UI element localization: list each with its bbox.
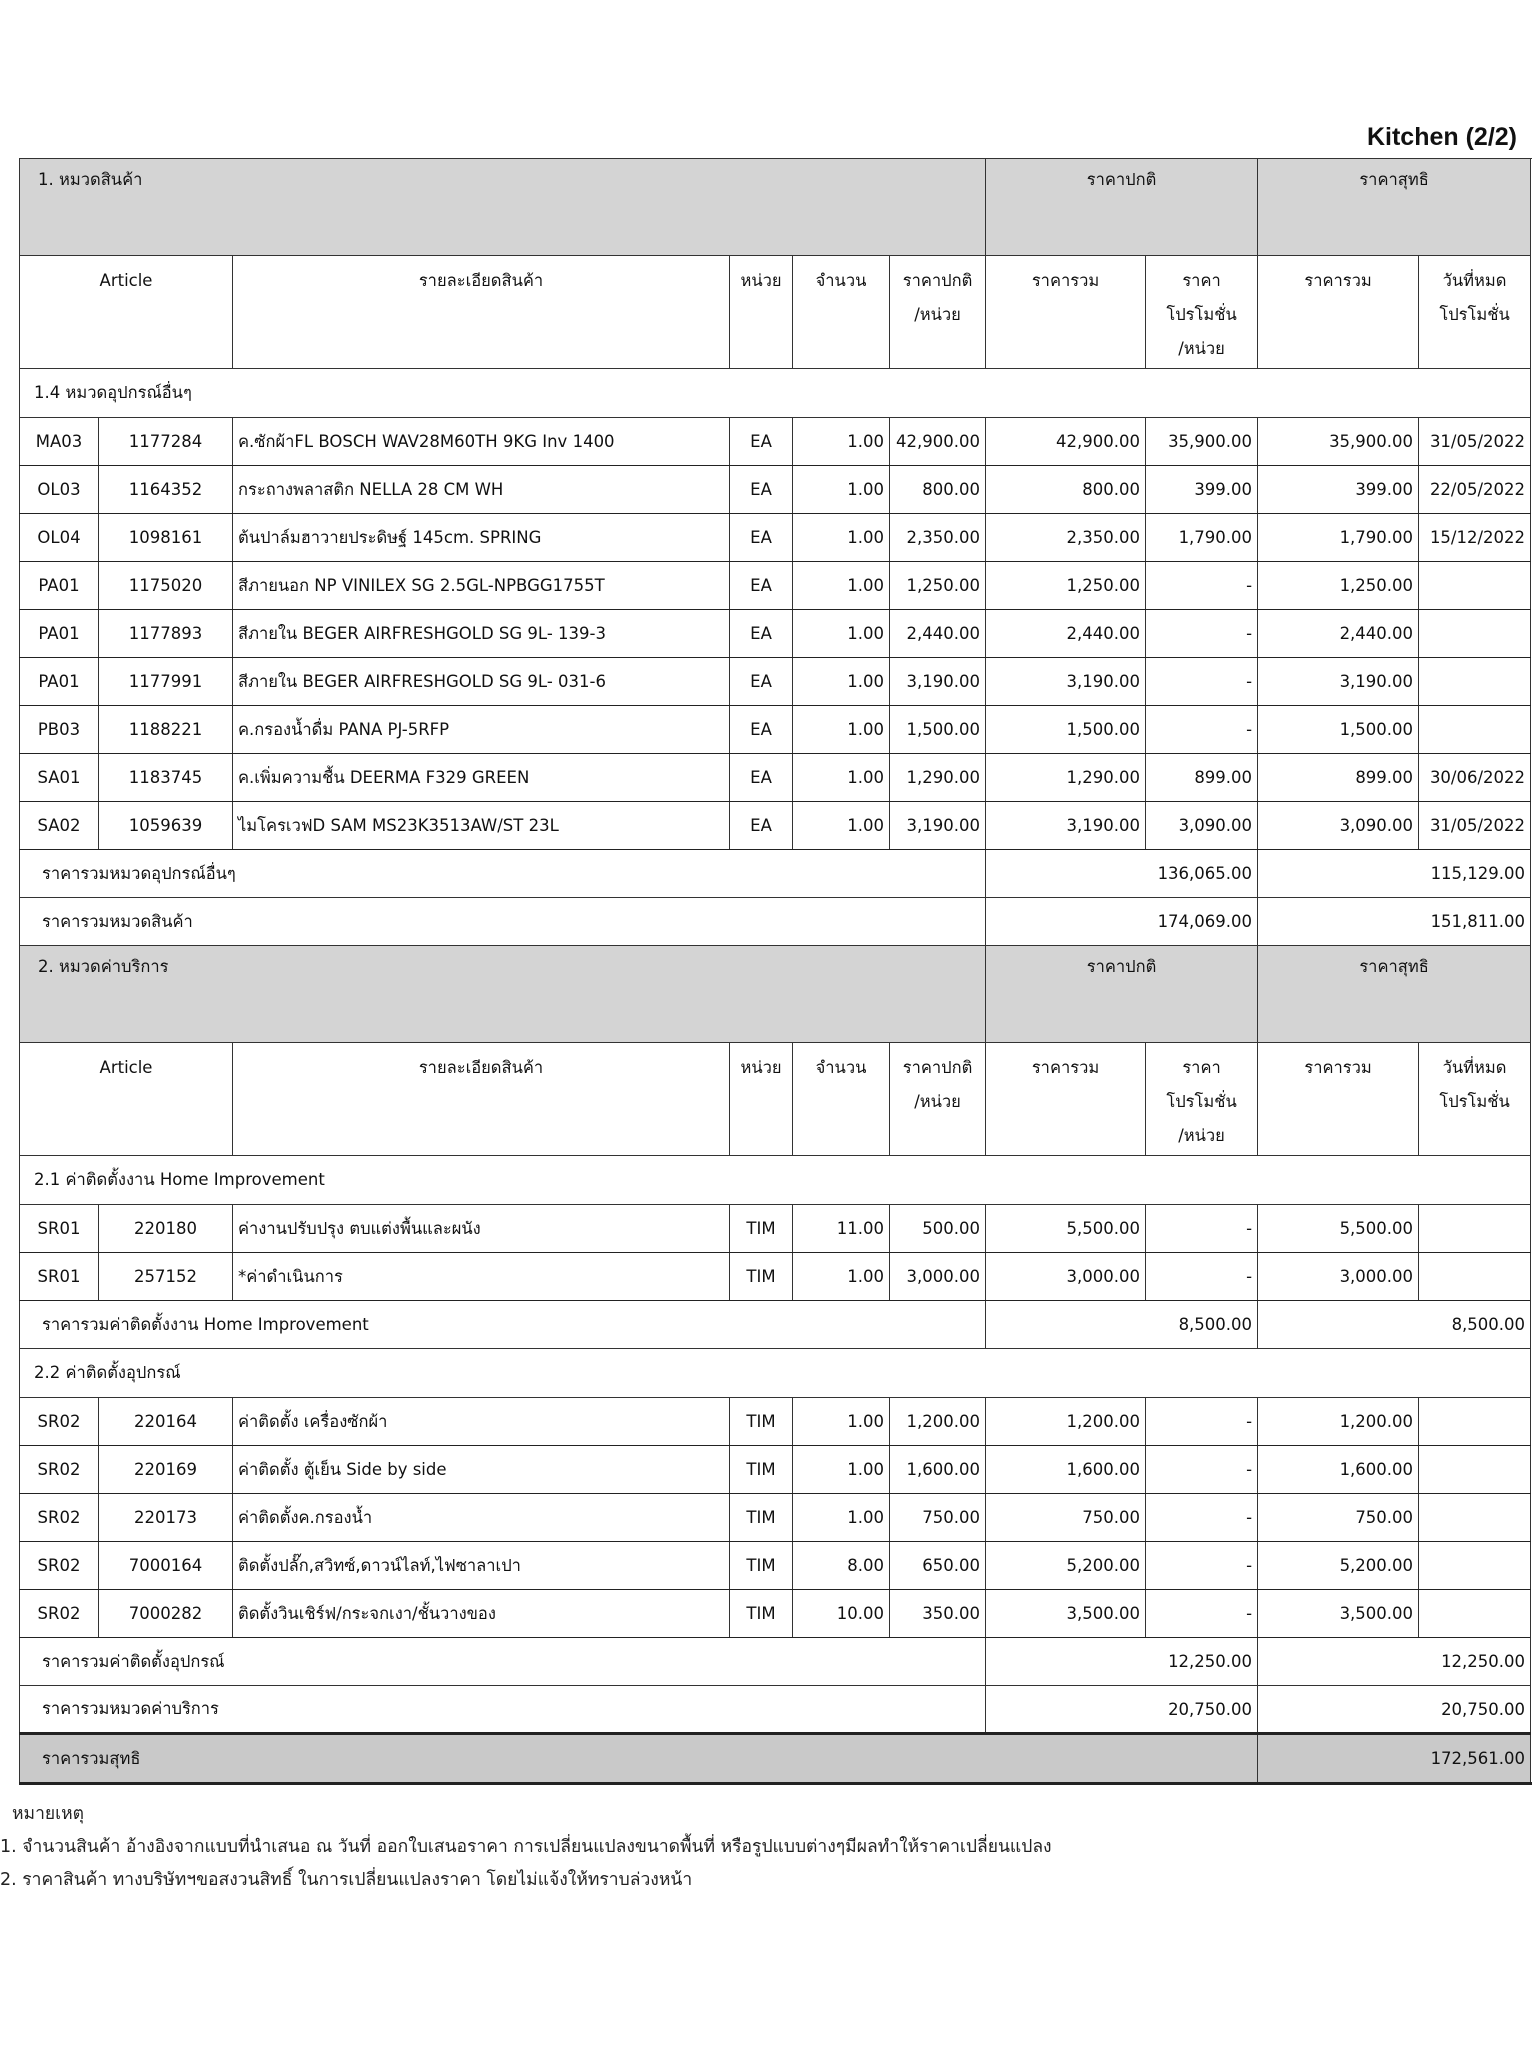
subgroup-title: 1.4 หมวดอุปกรณ์อื่นๆ xyxy=(20,369,1531,418)
promo-price-header xyxy=(1146,256,1258,369)
item-qty: 11.00 xyxy=(793,1205,890,1253)
item-qty: 1.00 xyxy=(793,658,890,706)
item-article: 7000164 xyxy=(99,1542,233,1590)
section-title: 2. หมวดค่าบริการ xyxy=(20,946,986,1043)
promo-end-header xyxy=(1419,256,1531,369)
header-text: โปรโมชั่น xyxy=(1439,1092,1510,1111)
item-unit-price: 1,290.00 xyxy=(890,754,986,802)
section-total-total: 20,750.00 xyxy=(986,1686,1258,1734)
item-unit-price: 42,900.00 xyxy=(890,418,986,466)
item-unit-price: 1,200.00 xyxy=(890,1398,986,1446)
item-code: PB03 xyxy=(20,706,99,754)
note-line-1: 1. จำนวนสินค้า อ้างอิงจากแบบที่นำเสนอ ณ วันที่ ออกใบเสนอราคา การเปลี่ยนแปลงขนาดพื้นที่ หรือรูปแบบต่างๆมีผลทำให้ราคาเปลี่ยนแปลง xyxy=(0,1837,1052,1857)
item-article: 220164 xyxy=(99,1398,233,1446)
item-total: 1,250.00 xyxy=(986,562,1146,610)
table-row xyxy=(20,1205,1531,1253)
item-qty: 1.00 xyxy=(793,562,890,610)
item-net-total: 3,000.00 xyxy=(1258,1253,1419,1301)
item-unit-price: 800.00 xyxy=(890,466,986,514)
item-description: กระถางพลาสติก NELLA 28 CM WH xyxy=(233,466,730,514)
item-promo-price: - xyxy=(1146,1494,1258,1542)
description-header: รายละเอียดสินค้า xyxy=(233,256,730,369)
item-total: 2,350.00 xyxy=(986,514,1146,562)
item-total: 1,200.00 xyxy=(986,1398,1146,1446)
item-code: SR02 xyxy=(20,1590,99,1638)
item-code: SR02 xyxy=(20,1398,99,1446)
item-code: SA01 xyxy=(20,754,99,802)
item-net-total: 899.00 xyxy=(1258,754,1419,802)
item-code: PA01 xyxy=(20,658,99,706)
item-qty: 1.00 xyxy=(793,1398,890,1446)
table-row xyxy=(20,1446,1531,1494)
item-promo-end: 31/05/2022 xyxy=(1419,418,1531,466)
item-promo-end: 22/05/2022 xyxy=(1419,466,1531,514)
item-total: 2,440.00 xyxy=(986,610,1146,658)
item-unit: EA xyxy=(730,514,793,562)
item-total: 800.00 xyxy=(986,466,1146,514)
item-promo-price: - xyxy=(1146,562,1258,610)
unit-header: หน่วย xyxy=(730,1043,793,1156)
grand-total-row xyxy=(20,1734,1531,1784)
qty-header: จำนวน xyxy=(793,256,890,369)
header-text: ราคาปกติ xyxy=(902,1058,973,1077)
item-net-total: 35,900.00 xyxy=(1258,418,1419,466)
column-header-row xyxy=(20,256,1531,369)
item-qty: 1.00 xyxy=(793,802,890,850)
table-row xyxy=(20,466,1531,514)
header-text: โปรโมชั่น xyxy=(1439,305,1510,324)
header-text: /หน่วย xyxy=(914,305,961,324)
item-net-total: 3,500.00 xyxy=(1258,1590,1419,1638)
item-description: ค่าติดตั้ง ตู้เย็น Side by side xyxy=(233,1446,730,1494)
table-row xyxy=(20,1590,1531,1638)
subtotal-label: ราคารวมค่าติดตั้งอุปกรณ์ xyxy=(20,1638,986,1686)
item-net-total: 2,440.00 xyxy=(1258,610,1419,658)
subgroup-row xyxy=(20,369,1531,418)
page-label: Kitchen (2/2) xyxy=(1366,123,1517,151)
item-description: ไมโครเวฟD SAM MS23K3513AW/ST 23L xyxy=(233,802,730,850)
section-header-row xyxy=(20,159,1531,256)
section-total-total: 174,069.00 xyxy=(986,898,1258,946)
subgroup-title: 2.2 ค่าติดตั้งอุปกรณ์ xyxy=(20,1349,1531,1398)
item-total: 3,500.00 xyxy=(986,1590,1146,1638)
item-qty: 1.00 xyxy=(793,418,890,466)
item-description: *ค่าดำเนินการ xyxy=(233,1253,730,1301)
item-unit-price: 750.00 xyxy=(890,1494,986,1542)
item-promo-price: - xyxy=(1146,1205,1258,1253)
item-promo-price: - xyxy=(1146,1398,1258,1446)
item-net-total: 5,500.00 xyxy=(1258,1205,1419,1253)
promo-price-header xyxy=(1146,1043,1258,1156)
table-row xyxy=(20,1253,1531,1301)
item-net-total: 1,600.00 xyxy=(1258,1446,1419,1494)
item-total: 5,200.00 xyxy=(986,1542,1146,1590)
item-promo-end xyxy=(1419,1542,1531,1590)
column-header-row xyxy=(20,1043,1531,1156)
item-code: PA01 xyxy=(20,562,99,610)
item-description: สีภายใน BEGER AIRFRESHGOLD SG 9L- 031-6 xyxy=(233,658,730,706)
section-title: 1. หมวดสินค้า xyxy=(20,159,986,256)
item-promo-price: - xyxy=(1146,1590,1258,1638)
item-qty: 1.00 xyxy=(793,754,890,802)
note-line-2: 2. ราคาสินค้า ทางบริษัทฯขอสงวนสิทธิ์ ในการเปลี่ยนแปลงราคา โดยไม่แจ้งให้ทราบล่วงหน้า xyxy=(0,1870,693,1890)
item-qty: 1.00 xyxy=(793,514,890,562)
net-price-header: ราคาสุทธิ xyxy=(1258,159,1531,256)
item-unit-price: 3,190.00 xyxy=(890,802,986,850)
item-net-total: 5,200.00 xyxy=(1258,1542,1419,1590)
item-promo-end: 31/05/2022 xyxy=(1419,802,1531,850)
item-promo-price: - xyxy=(1146,706,1258,754)
item-promo-price: - xyxy=(1146,1253,1258,1301)
table-row xyxy=(20,1398,1531,1446)
item-description: ติดตั้งวินเชิร์ฟ/กระจกเงา/ชั้นวางของ xyxy=(233,1590,730,1638)
item-code: SR01 xyxy=(20,1253,99,1301)
item-article: 1059639 xyxy=(99,802,233,850)
item-description: สีภายนอก NP VINILEX SG 2.5GL-NPBGG1755T xyxy=(233,562,730,610)
item-article: 7000282 xyxy=(99,1590,233,1638)
section-total-net-total: 151,811.00 xyxy=(1258,898,1531,946)
item-promo-price: 35,900.00 xyxy=(1146,418,1258,466)
promo-end-header xyxy=(1419,1043,1531,1156)
item-promo-end xyxy=(1419,658,1531,706)
item-unit: TIM xyxy=(730,1398,793,1446)
item-article: 1177893 xyxy=(99,610,233,658)
item-promo-end xyxy=(1419,1590,1531,1638)
item-promo-end: 30/06/2022 xyxy=(1419,754,1531,802)
item-unit-price: 3,190.00 xyxy=(890,658,986,706)
item-unit-price: 1,600.00 xyxy=(890,1446,986,1494)
total-header: ราคารวม xyxy=(986,1043,1146,1156)
item-net-total: 399.00 xyxy=(1258,466,1419,514)
item-net-total: 1,500.00 xyxy=(1258,706,1419,754)
item-article: 1164352 xyxy=(99,466,233,514)
table-row xyxy=(20,562,1531,610)
subtotal-label: ราคารวมค่าติดตั้งงาน Home Improvement xyxy=(20,1301,986,1349)
item-promo-end xyxy=(1419,562,1531,610)
section-total-row xyxy=(20,1686,1531,1734)
table-row xyxy=(20,514,1531,562)
section-total-net-total: 20,750.00 xyxy=(1258,1686,1531,1734)
item-code: SR01 xyxy=(20,1205,99,1253)
notes-title: หมายเหตุ xyxy=(12,1804,85,1824)
item-code: SR02 xyxy=(20,1494,99,1542)
item-code: SR02 xyxy=(20,1446,99,1494)
item-article: 1175020 xyxy=(99,562,233,610)
description-header: รายละเอียดสินค้า xyxy=(233,1043,730,1156)
article-header: Article xyxy=(20,1043,233,1156)
item-promo-price: - xyxy=(1146,1446,1258,1494)
item-description: ค.เพิ่มความชื้น DEERMA F329 GREEN xyxy=(233,754,730,802)
item-code: OL04 xyxy=(20,514,99,562)
item-total: 3,000.00 xyxy=(986,1253,1146,1301)
quotation-table xyxy=(19,158,1531,1785)
item-promo-end xyxy=(1419,1205,1531,1253)
item-description: ค.ซักผ้าFL BOSCH WAV28M60TH 9KG Inv 1400 xyxy=(233,418,730,466)
item-article: 1188221 xyxy=(99,706,233,754)
subtotal-total: 12,250.00 xyxy=(986,1638,1258,1686)
item-promo-price: - xyxy=(1146,610,1258,658)
item-article: 1177284 xyxy=(99,418,233,466)
item-net-total: 1,250.00 xyxy=(1258,562,1419,610)
item-promo-price: 1,790.00 xyxy=(1146,514,1258,562)
net-total-header: ราคารวม xyxy=(1258,256,1419,369)
item-net-total: 3,090.00 xyxy=(1258,802,1419,850)
item-description: ค่าติดตั้ง เครื่องซักผ้า xyxy=(233,1398,730,1446)
item-promo-end xyxy=(1419,706,1531,754)
subtotal-net-total: 8,500.00 xyxy=(1258,1301,1531,1349)
table-row xyxy=(20,1494,1531,1542)
article-header: Article xyxy=(20,256,233,369)
item-promo-end xyxy=(1419,610,1531,658)
item-net-total: 1,200.00 xyxy=(1258,1398,1419,1446)
item-unit-price: 2,440.00 xyxy=(890,610,986,658)
item-qty: 1.00 xyxy=(793,466,890,514)
table-row xyxy=(20,418,1531,466)
item-promo-price: - xyxy=(1146,1542,1258,1590)
item-article: 1177991 xyxy=(99,658,233,706)
item-code: OL03 xyxy=(20,466,99,514)
item-unit-price: 1,250.00 xyxy=(890,562,986,610)
item-code: PA01 xyxy=(20,610,99,658)
item-article: 1098161 xyxy=(99,514,233,562)
item-description: ค.กรองน้ำดื่ม PANA PJ-5RFP xyxy=(233,706,730,754)
subgroup-row xyxy=(20,1156,1531,1205)
item-net-total: 750.00 xyxy=(1258,1494,1419,1542)
item-description: สีภายใน BEGER AIRFRESHGOLD SG 9L- 139-3 xyxy=(233,610,730,658)
item-qty: 1.00 xyxy=(793,610,890,658)
item-total: 750.00 xyxy=(986,1494,1146,1542)
header-text: /หน่วย xyxy=(914,1092,961,1111)
item-total: 3,190.00 xyxy=(986,802,1146,850)
item-net-total: 3,190.00 xyxy=(1258,658,1419,706)
item-unit: EA xyxy=(730,658,793,706)
table-row xyxy=(20,754,1531,802)
section-header-row xyxy=(20,946,1531,1043)
unit-header: หน่วย xyxy=(730,256,793,369)
item-article: 1183745 xyxy=(99,754,233,802)
subtotal-row xyxy=(20,1638,1531,1686)
header-text: โปรโมชั่น xyxy=(1166,1092,1237,1111)
item-total: 5,500.00 xyxy=(986,1205,1146,1253)
item-qty: 1.00 xyxy=(793,1253,890,1301)
table-row xyxy=(20,658,1531,706)
item-unit-price: 500.00 xyxy=(890,1205,986,1253)
item-unit-price: 350.00 xyxy=(890,1590,986,1638)
item-code: MA03 xyxy=(20,418,99,466)
item-total: 1,600.00 xyxy=(986,1446,1146,1494)
item-article: 220173 xyxy=(99,1494,233,1542)
subtotal-row xyxy=(20,1301,1531,1349)
item-unit: TIM xyxy=(730,1253,793,1301)
item-promo-end xyxy=(1419,1253,1531,1301)
table-row xyxy=(20,610,1531,658)
item-unit: EA xyxy=(730,754,793,802)
item-promo-end xyxy=(1419,1398,1531,1446)
net-total-header: ราคารวม xyxy=(1258,1043,1419,1156)
item-unit-price: 1,500.00 xyxy=(890,706,986,754)
net-price-header: ราคาสุทธิ xyxy=(1258,946,1531,1043)
header-text: วันที่หมด xyxy=(1442,271,1507,290)
item-unit: EA xyxy=(730,802,793,850)
item-total: 1,500.00 xyxy=(986,706,1146,754)
item-unit: EA xyxy=(730,466,793,514)
header-text: /หน่วย xyxy=(1178,339,1225,358)
subgroup-row xyxy=(20,1349,1531,1398)
item-code: SR02 xyxy=(20,1542,99,1590)
item-article: 257152 xyxy=(99,1253,233,1301)
item-promo-price: 899.00 xyxy=(1146,754,1258,802)
item-promo-end xyxy=(1419,1494,1531,1542)
item-promo-end: 15/12/2022 xyxy=(1419,514,1531,562)
header-text: ราคาปกติ xyxy=(902,271,973,290)
grand-total-label: ราคารวมสุทธิ xyxy=(20,1734,1258,1784)
subtotal-total: 136,065.00 xyxy=(986,850,1258,898)
subtotal-net-total: 115,129.00 xyxy=(1258,850,1531,898)
unit-price-header xyxy=(890,1043,986,1156)
item-qty: 1.00 xyxy=(793,1494,890,1542)
header-text: โปรโมชั่น xyxy=(1166,305,1237,324)
section-total-row xyxy=(20,898,1531,946)
item-qty: 10.00 xyxy=(793,1590,890,1638)
header-text: ราคา xyxy=(1182,1058,1221,1077)
item-total: 42,900.00 xyxy=(986,418,1146,466)
item-total: 3,190.00 xyxy=(986,658,1146,706)
item-unit: EA xyxy=(730,562,793,610)
item-unit: EA xyxy=(730,706,793,754)
grand-total-value: 172,561.00 xyxy=(1258,1734,1531,1784)
item-unit: EA xyxy=(730,610,793,658)
item-qty: 8.00 xyxy=(793,1542,890,1590)
table-row xyxy=(20,1542,1531,1590)
item-unit: TIM xyxy=(730,1494,793,1542)
subtotal-net-total: 12,250.00 xyxy=(1258,1638,1531,1686)
section-total-label: ราคารวมหมวดค่าบริการ xyxy=(20,1686,986,1734)
item-promo-price: 3,090.00 xyxy=(1146,802,1258,850)
item-unit: TIM xyxy=(730,1205,793,1253)
item-description: ค่าติดตั้งค.กรองน้ำ xyxy=(233,1494,730,1542)
item-promo-price: - xyxy=(1146,658,1258,706)
item-code: SA02 xyxy=(20,802,99,850)
item-description: ค่างานปรับปรุง ตบแต่งพื้นและผนัง xyxy=(233,1205,730,1253)
item-promo-end xyxy=(1419,1446,1531,1494)
qty-header: จำนวน xyxy=(793,1043,890,1156)
table-body xyxy=(20,159,1531,1784)
item-total: 1,290.00 xyxy=(986,754,1146,802)
header-text: /หน่วย xyxy=(1178,1126,1225,1145)
table-row xyxy=(20,802,1531,850)
header-text: วันที่หมด xyxy=(1442,1058,1507,1077)
section-total-label: ราคารวมหมวดสินค้า xyxy=(20,898,986,946)
subtotal-row xyxy=(20,850,1531,898)
item-unit: EA xyxy=(730,418,793,466)
subgroup-title: 2.1 ค่าติดตั้งงาน Home Improvement xyxy=(20,1156,1531,1205)
subtotal-total: 8,500.00 xyxy=(986,1301,1258,1349)
item-promo-price: 399.00 xyxy=(1146,466,1258,514)
total-header: ราคารวม xyxy=(986,256,1146,369)
item-qty: 1.00 xyxy=(793,706,890,754)
header-text: ราคา xyxy=(1182,271,1221,290)
item-unit: TIM xyxy=(730,1446,793,1494)
item-article: 220169 xyxy=(99,1446,233,1494)
table-row xyxy=(20,706,1531,754)
subtotal-label: ราคารวมหมวดอุปกรณ์อื่นๆ xyxy=(20,850,986,898)
item-unit-price: 2,350.00 xyxy=(890,514,986,562)
unit-price-header xyxy=(890,256,986,369)
item-article: 220180 xyxy=(99,1205,233,1253)
item-unit: TIM xyxy=(730,1542,793,1590)
notes xyxy=(0,1798,1052,1897)
item-description: ติดตั้งปลั๊ก,สวิทซ์,ดาวน์ไลท์,ไฟซาลาเปา xyxy=(233,1542,730,1590)
regular-price-header: ราคาปกติ xyxy=(986,946,1258,1043)
item-unit: TIM xyxy=(730,1590,793,1638)
item-net-total: 1,790.00 xyxy=(1258,514,1419,562)
item-unit-price: 650.00 xyxy=(890,1542,986,1590)
item-description: ต้นปาล์มฮาวายประดิษฐ์ 145cm. SPRING xyxy=(233,514,730,562)
regular-price-header: ราคาปกติ xyxy=(986,159,1258,256)
item-qty: 1.00 xyxy=(793,1446,890,1494)
item-unit-price: 3,000.00 xyxy=(890,1253,986,1301)
